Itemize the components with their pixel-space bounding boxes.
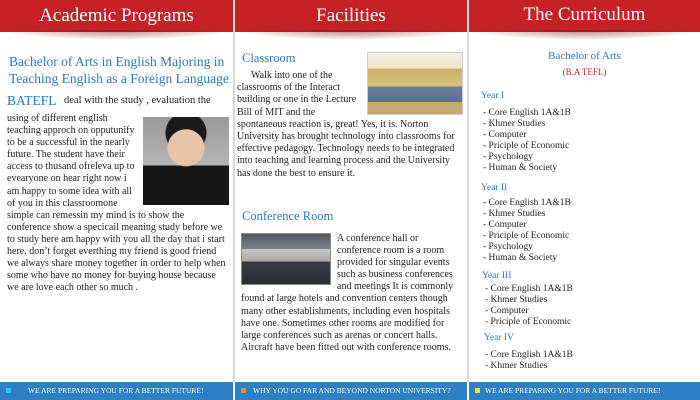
year-label: Year II bbox=[481, 183, 508, 193]
year-label: Year IV bbox=[484, 333, 514, 343]
year-label: Year I bbox=[481, 91, 505, 101]
conference-room-image bbox=[241, 233, 331, 285]
square-bullet-icon bbox=[241, 388, 246, 393]
academic-programs-title: Academic Programs bbox=[39, 5, 194, 26]
conference-room-heading: Conference Room bbox=[242, 209, 334, 223]
course-item: - Khmer Studies bbox=[483, 209, 546, 219]
course-list bbox=[485, 284, 573, 328]
course-item: - Computer bbox=[483, 130, 527, 140]
course-item: - Psychology bbox=[483, 152, 533, 162]
program-description bbox=[7, 113, 229, 294]
classroom-section bbox=[237, 70, 463, 180]
program-acronym: BATEFL bbox=[7, 93, 57, 108]
footer-banner-text: WE ARE PREPARING YOU FOR A BETTER FUTURE! bbox=[485, 386, 661, 395]
course-item: - Priciple of Economic bbox=[483, 141, 570, 151]
course-item: - Khmer Studies bbox=[485, 361, 548, 371]
footer-banner bbox=[0, 382, 233, 400]
student-portrait-image bbox=[143, 117, 229, 205]
course-item: - Priciple of Economic bbox=[485, 317, 572, 327]
course-item: - Human & Society bbox=[483, 163, 558, 173]
program-lead-text: deal with the study , evaluation the bbox=[64, 95, 211, 106]
column-divider bbox=[233, 0, 235, 382]
program-title: Bachelor of Arts in English Majoring in Teaching English as a Foreign Language bbox=[9, 54, 229, 86]
program-body-text: using of different english teaching approch on opputunify to be a successful in the nearly future. The student have their access to thusand ofreleva up to evearyone on hear right now i am happy to some idea with all of you in this classroomone simple can remessin my mind is to show the conference show a specicail meaning study before we to study here am happy with you all the day that i start here. don’t forget everthing my friend is good friend we always share money together in order to help when some who have no money for buying house because we are love each other so much . bbox=[7, 113, 226, 294]
academic-programs-header bbox=[0, 0, 233, 32]
facilities-title: Facilities bbox=[316, 5, 386, 26]
classroom-image bbox=[367, 52, 463, 115]
footer-banner-text: WE ARE PREPARING YOU FOR A BETTER FUTURE! bbox=[28, 386, 204, 395]
course-list bbox=[483, 108, 571, 174]
conference-room-section bbox=[241, 233, 463, 354]
course-item: - Core English 1A&1B bbox=[483, 198, 571, 208]
classroom-heading: Classroom bbox=[242, 51, 296, 65]
footer-banner-text: WHY YOU GO FAR AND BEYOND NORTON UNIVERSITY? bbox=[253, 386, 451, 395]
footer-banner bbox=[235, 382, 467, 400]
course-item: - Human & Society bbox=[483, 253, 558, 263]
square-bullet-icon bbox=[475, 388, 480, 393]
curriculum-degree: Bachelor of Arts bbox=[548, 50, 621, 62]
square-bullet-icon bbox=[6, 388, 11, 393]
curriculum-header bbox=[469, 0, 700, 32]
course-item: - Khmer Studies bbox=[483, 119, 546, 129]
course-list bbox=[485, 350, 573, 372]
conference-room-text: A conference hall or conference room is a room provided for singular events such as business conferences and meetings It is commonly found at large hotels and convention centers though many other establishments, including even hospitals have one. Sometimes other rooms are modified for large conferences such as arenas or concert halls. Aircraft have been fitted out with conference rooms. bbox=[241, 233, 454, 353]
course-item: - Khmer Studies bbox=[485, 295, 548, 305]
curriculum-degree-abbr: (B.A TEFL) bbox=[562, 67, 607, 77]
course-item: - Core English 1A&1B bbox=[485, 284, 573, 294]
footer-banner bbox=[469, 382, 700, 400]
classroom-text: Walk into one of the classrooms of the Interact building or one in the Lecture Bill of MIT and the spontaneous reaction is, great! Yes, it is. Norton University has brought technology into classrooms for effective pedagogy. Technology needs to be integrated into teaching and learning process and the University has done the best to ensure it. bbox=[237, 70, 455, 179]
course-item: - Priciple of Economic bbox=[483, 231, 570, 241]
year-label: Year III bbox=[482, 271, 512, 281]
curriculum-title: The Curriculum bbox=[523, 4, 646, 25]
course-item: - Computer bbox=[483, 220, 527, 230]
course-item: - Psychology bbox=[483, 242, 533, 252]
course-item: - Computer bbox=[485, 306, 529, 316]
facilities-header bbox=[235, 0, 467, 32]
course-item: - Core English 1A&1B bbox=[485, 350, 573, 360]
course-list bbox=[483, 198, 571, 264]
course-item: - Core English 1A&1B bbox=[483, 108, 571, 118]
